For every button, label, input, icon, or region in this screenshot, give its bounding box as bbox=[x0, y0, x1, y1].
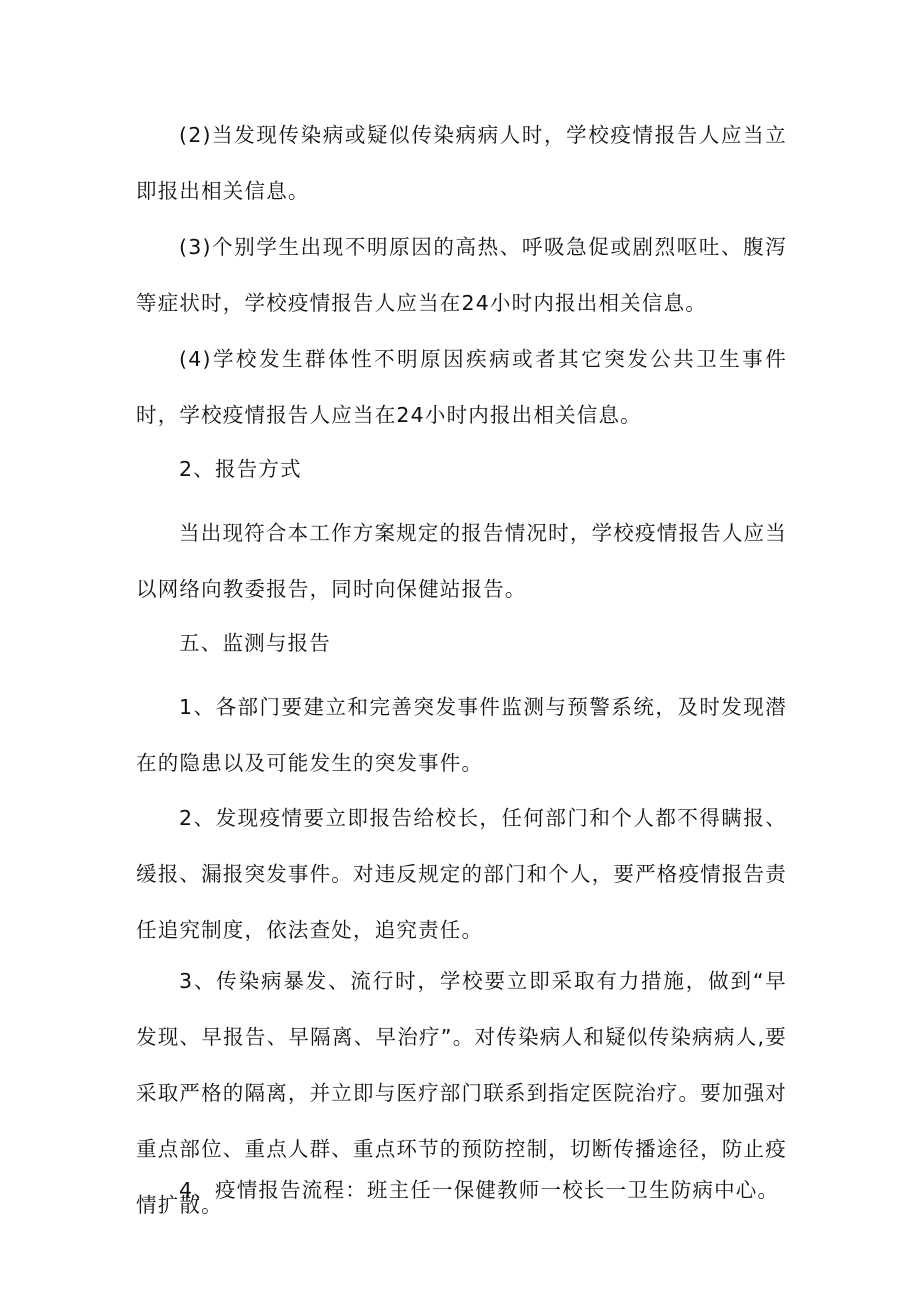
section-heading-report-method: 2、报告方式 bbox=[179, 457, 302, 481]
paragraph-report-item-3: (3)个别学生出现不明原因的高热、呼吸急促或剧烈呕吐、腹泻等症状时，学校疫情报告人应当在24小时内报出相关信息。 bbox=[136, 235, 787, 315]
paragraph-monitoring-4: 4、疫情报告流程：班主任一保健教师一校长一卫生防病中心。 bbox=[179, 1178, 780, 1202]
paragraph-monitoring-2: 2、发现疫情要立即报告给校长，任何部门和个人都不得瞒报、缓报、漏报突发事件。对违反规定的部门和个人，要严格疫情报告责任追究制度，依法查处，追究责任。 bbox=[136, 806, 787, 942]
section-heading-monitoring: 五、监测与报告 bbox=[179, 631, 331, 655]
paragraph-report-item-2: (2)当发现传染病或疑似传染病病人时，学校疫情报告人应当立即报出相关信息。 bbox=[136, 123, 787, 203]
paragraph-report-item-4: (4)学校发生群体性不明原因疾病或者其它突发公共卫生事件时，学校疫情报告人应当在24小时内报出相关信息。 bbox=[136, 347, 787, 427]
paragraph-report-method: 当出现符合本工作方案规定的报告情况时，学校疫情报告人应当以网络向教委报告，同时向保健站报告。 bbox=[136, 521, 787, 601]
paragraph-monitoring-1: 1、各部门要建立和完善突发事件监测与预警系统，及时发现潜在的隐患以及可能发生的突发事件。 bbox=[136, 695, 787, 775]
paragraph-monitoring-3: 3、传染病暴发、流行时，学校要立即采取有力措施，做到“早发现、早报告、早隔离、早治疗”。对传染病人和疑似传染病病人,要采取严格的隔离，并立即与医疗部门联系到指定医院治疗。要加强对重点部位、重点人群、重点环节的预防控制，切断传播途径，防止疫情扩散。 bbox=[136, 969, 787, 1217]
